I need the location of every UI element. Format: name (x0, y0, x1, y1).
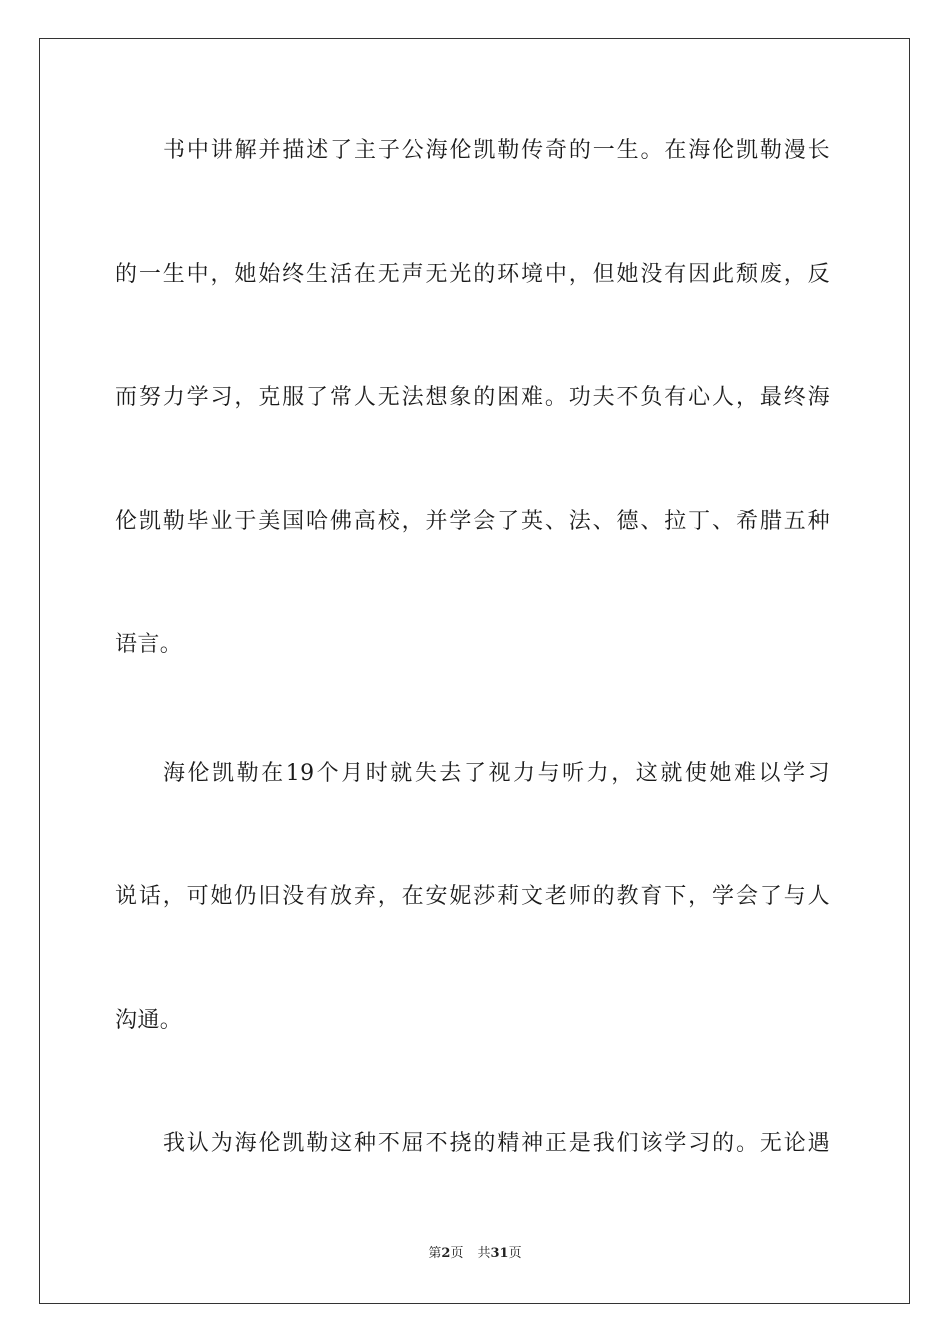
paragraph-2-line-2: 说话，可她仍旧没有放弃，在安妮莎莉文老师的教育下，学会了与人 (115, 884, 830, 909)
footer-page-number: 2 (441, 1246, 451, 1261)
paragraph-2-line-3: 沟通。 (115, 1008, 183, 1033)
page-border (39, 38, 910, 1304)
page-footer (0, 1245, 950, 1263)
footer-page-prefix: 第 (428, 1246, 442, 1261)
paragraph-1-line-3: 而努力学习，克服了常人无法想象的困难。功夫不负有心人，最终海 (115, 385, 830, 410)
paragraph-1-line-5: 语言。 (115, 632, 183, 657)
paragraph-3-line-1: 我认为海伦凯勒这种不屈不挠的精神正是我们该学习的。无论遇 (163, 1131, 830, 1156)
footer-total-suffix: 页 (508, 1246, 522, 1261)
footer-page-suffix: 页 (450, 1246, 464, 1261)
paragraph-1-line-4: 伦凯勒毕业于美国哈佛高校，并学会了英、法、德、拉丁、希腊五种 (115, 509, 830, 534)
footer-total-number: 31 (490, 1246, 509, 1261)
footer-total-prefix: 共 (477, 1246, 491, 1261)
paragraph-2-line-1: 海伦凯勒在19个月时就失去了视力与听力，这就使她难以学习 (163, 761, 830, 786)
paragraph-1-line-2: 的一生中，她始终生活在无声无光的环境中，但她没有因此颓废，反 (115, 262, 830, 287)
paragraph-1-line-1: 书中讲解并描述了主子公海伦凯勒传奇的一生。在海伦凯勒漫长 (163, 138, 830, 163)
